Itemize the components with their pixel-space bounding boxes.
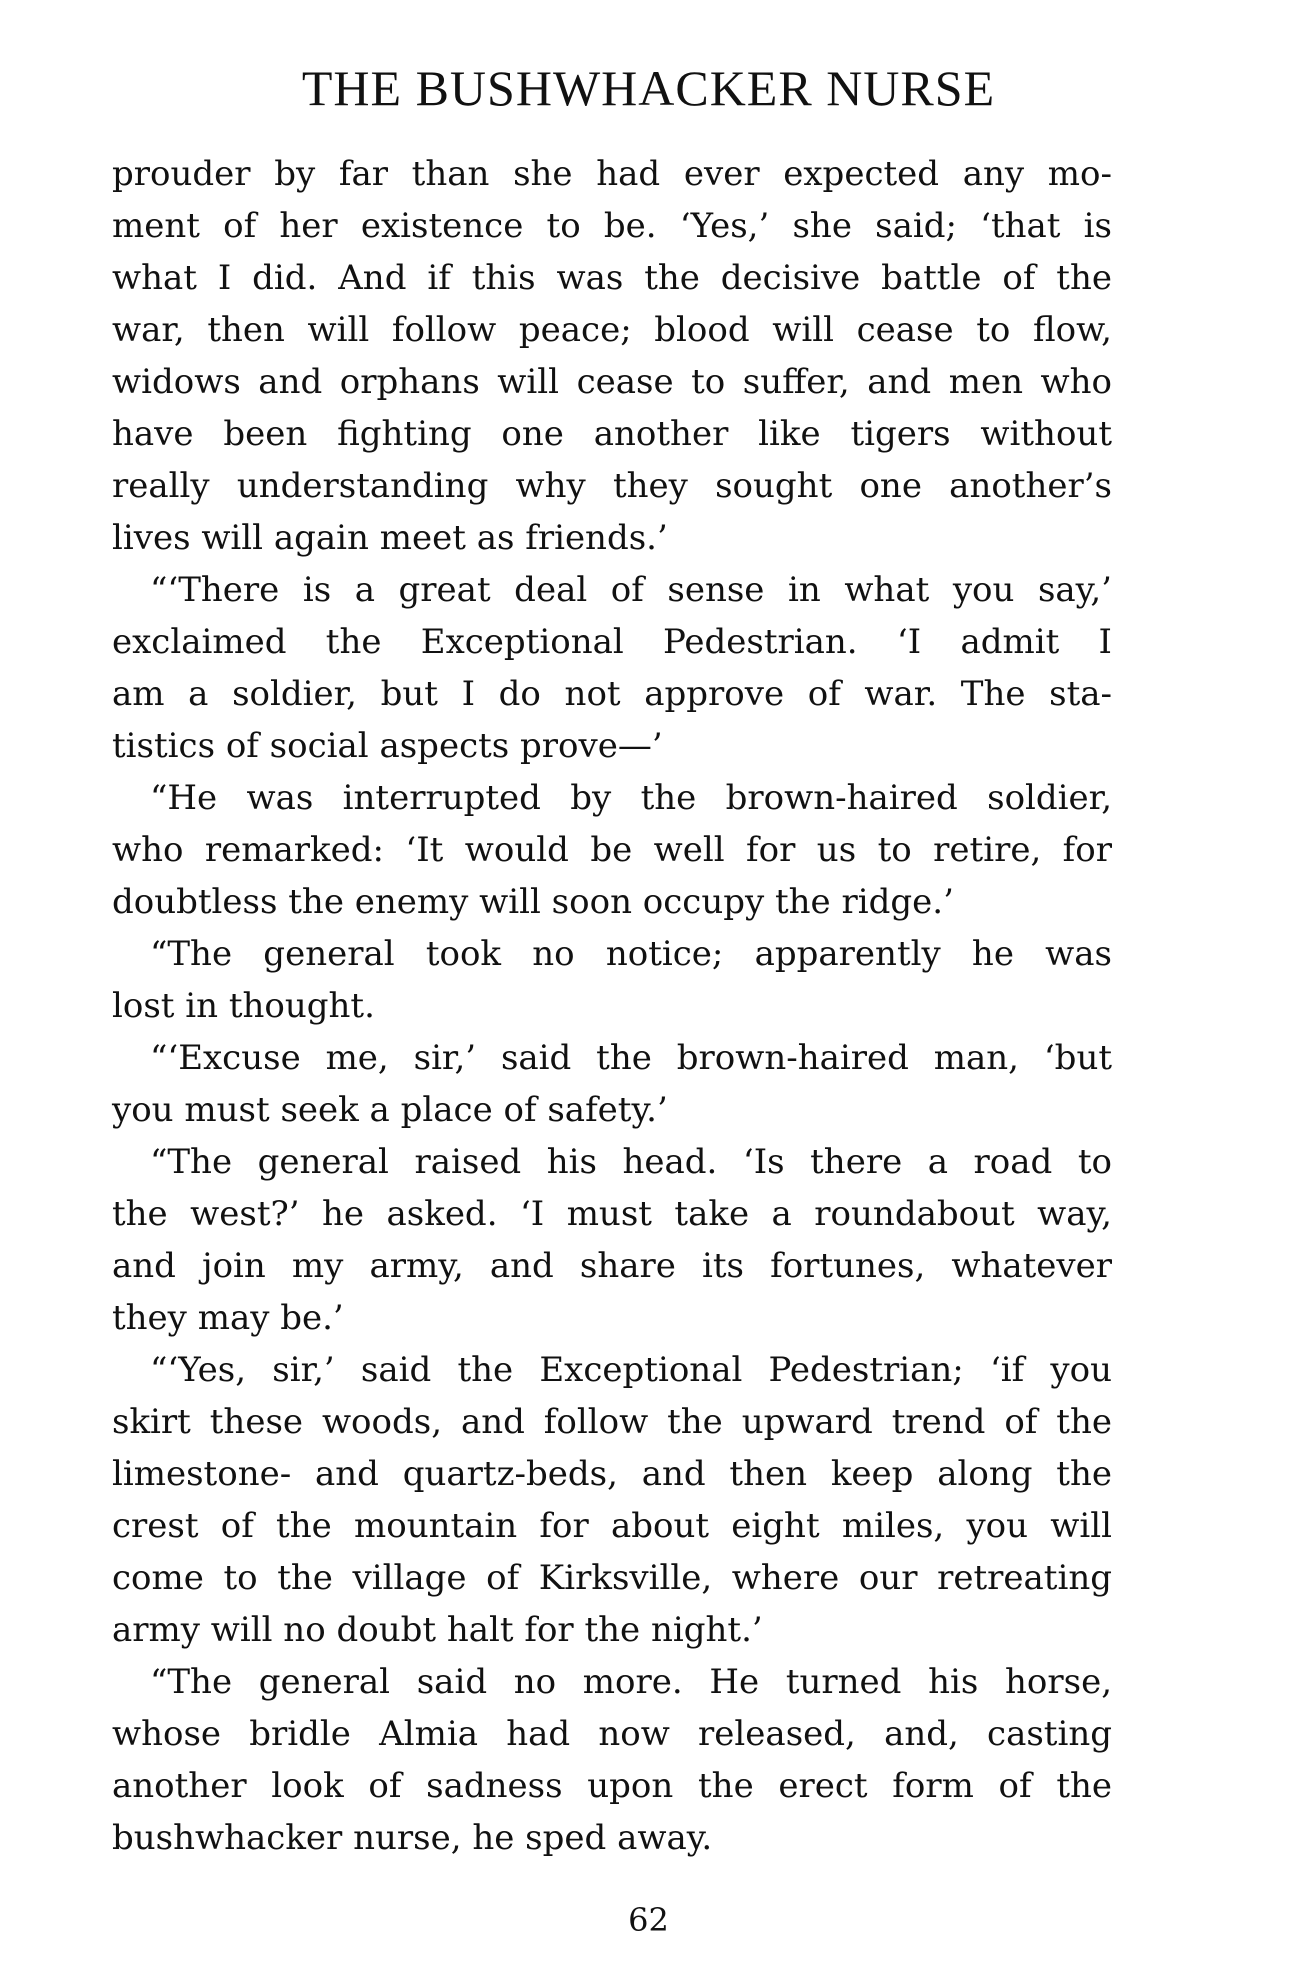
- text-line: lost in thought.: [112, 986, 375, 1026]
- text-line: you must seek a place of safety.’: [112, 1090, 668, 1130]
- text-line: another look of sadness upon the erect form of the: [112, 1766, 1112, 1806]
- paragraph-first-line: “The general took no notice; apparently he was: [150, 934, 1112, 974]
- text-line: ment of her existence to be. ‘Yes,’ she said; ‘that is: [112, 206, 1112, 246]
- paragraph-first-line: “‘Excuse me, sir,’ said the brown-haired man, ‘but: [150, 1038, 1112, 1078]
- text-line: widows and orphans will cease to suffer, and men who: [112, 362, 1112, 402]
- text-line: the west?’ he asked. ‘I must take a roundabout way,: [112, 1194, 1112, 1234]
- text-line: bushwhacker nurse, he sped away.: [112, 1818, 713, 1858]
- paragraph-first-line: “The general raised his head. ‘Is there a road to: [150, 1142, 1112, 1182]
- text-line: who remarked: ‘It would be well for us to retire, for: [112, 830, 1112, 870]
- text-line: whose bridle Almia had now released, and, casting: [112, 1714, 1112, 1754]
- text-line: crest of the mountain for about eight miles, you will: [112, 1506, 1112, 1546]
- text-line: exclaimed the Exceptional Pedestrian. ‘I admit I: [112, 622, 1112, 662]
- text-line: what I did. And if this was the decisive battle of the: [112, 258, 1112, 298]
- text-line: and join my army, and share its fortunes, whatever: [112, 1246, 1112, 1286]
- text-line: have been fighting one another like tigers without: [112, 414, 1112, 454]
- running-head: THE BUSHWHACKER NURSE: [301, 60, 996, 116]
- text-line: skirt these woods, and follow the upward trend of the: [112, 1402, 1112, 1442]
- text-line: they may be.’: [112, 1298, 344, 1338]
- text-line: really understanding why they sought one another’s: [112, 466, 1112, 506]
- text-line: prouder by far than she had ever expected any mo-: [112, 154, 1112, 194]
- text-line: war, then will follow peace; blood will cease to flow,: [112, 310, 1112, 350]
- paragraph-first-line: “‘There is a great deal of sense in what you say,’: [150, 570, 1112, 610]
- text-line: come to the village of Kirksville, where our retreating: [112, 1558, 1112, 1598]
- text-line: limestone- and quartz-beds, and then keep along the: [112, 1454, 1112, 1494]
- paragraph-first-line: “The general said no more. He turned his horse,: [150, 1662, 1112, 1702]
- page-number: 62: [628, 1901, 669, 1939]
- text-line: am a soldier, but I do not approve of war. The sta-: [112, 674, 1112, 714]
- paragraph-first-line: “‘Yes, sir,’ said the Exceptional Pedestrian; ‘if you: [150, 1350, 1112, 1390]
- text-line: tistics of social aspects prove—’: [112, 726, 663, 766]
- paragraph-first-line: “He was interrupted by the brown-haired soldier,: [150, 778, 1112, 818]
- text-line: doubtless the enemy will soon occupy the ridge.’: [112, 882, 954, 922]
- text-line: lives will again meet as friends.’: [112, 518, 668, 558]
- body-text: [112, 148, 1112, 1864]
- text-line: army will no doubt halt for the night.’: [112, 1610, 763, 1650]
